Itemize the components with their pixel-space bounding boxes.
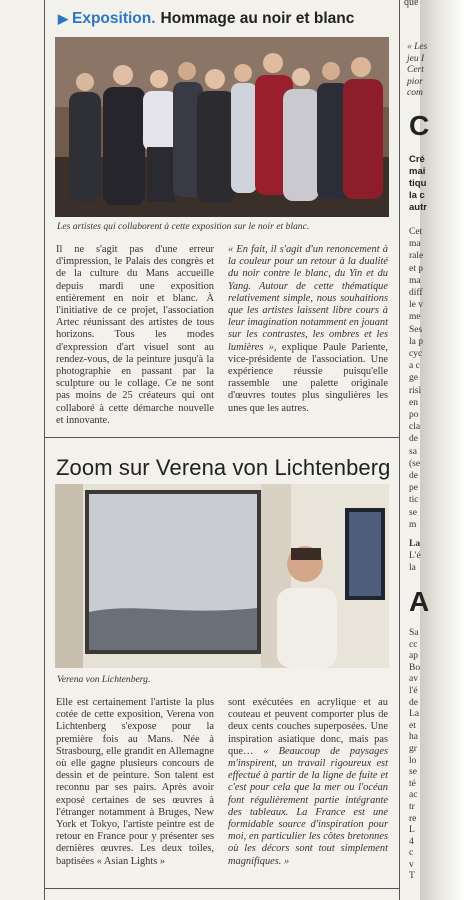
side-quote-fragments: « Les jeu I Cert pior com xyxy=(407,42,428,98)
article1-attribution: explique Paule Pariente, vice-présidente de l'association. Une expérience réussie puisqu'elle rassemble une palette originale d'œuvres toutes plus singulières les unes que les autres. xyxy=(228,341,388,414)
article-separator xyxy=(44,437,400,438)
side-big-letter-1: C xyxy=(409,110,430,141)
artist-photo-caption: Verena von Lichtenberg. xyxy=(57,674,151,685)
column-rule-left xyxy=(44,0,45,900)
article1-column-left: Il ne s'agit pas d'une erreur d'impression, le Palais des congrès et de la culture du Mans accueille depuis mardi une exposition entièrement en noir et blanc. À l'initiative de ce projet, l'association Artec réunissant des artistes de tous horizons. Tous les modes d'expression d'art visuel sont au rendez-vous, de la peinture jusqu'à la photographie en passant par la sculpture ou le collage. Ce ne sont pas moins de 25 créateurs qui ont collaboré à cette démarche nouvelle et innovante. xyxy=(56,244,214,426)
article2-column-left: Elle est certainement l'artiste la plus cotée de cette exposition, Verena von Lichtenberg s'expose pour la première fois au Mans. Née à Strasbourg, elle grandit en Allemagne où elle gagne plusieurs concours de dessin et de peinture. Son talent est reconnu par ses pairs. Après avoir exposé certaines de ses œuvres à l'étranger notamment à Bruges, New York et Tokyo, l'artiste peintre est de retour en France pour y présenter ses dernières œuvres. Les deux toiles, baptisées « Asian Lights » xyxy=(56,697,214,867)
page-bottom-rule xyxy=(44,888,400,889)
article1-kicker xyxy=(58,10,354,28)
side-top-fragment: que xyxy=(404,0,419,8)
triangle-bullet-icon: ▶ xyxy=(58,11,68,26)
article1-quote: « En fait, il s'agit d'un renoncement à la couleur pour un retour à la dualité du noir contre le blanc, du Yin et du Yang. Autour de cette thématique relativement simple, nous souhaitions que les artistes laissent libre cours à leur imagination notamment en jouant sur les contrastes, les ombres et les lumières », xyxy=(228,244,388,353)
article2-title: Zoom sur Verena von Lichtenberg xyxy=(56,455,391,480)
side-bold-lines: Cré mai tiqu la c autr xyxy=(409,154,427,213)
side-lower-fragments: Sa cc ap Bo av l'é de La et ha gr lo se té ac tr re L 4 c v T xyxy=(409,628,421,882)
group-photo xyxy=(55,37,389,217)
article1-column-right xyxy=(228,244,388,415)
column-rule-right xyxy=(399,0,400,900)
rubric-label: Exposition. xyxy=(72,10,156,27)
article2-column-right xyxy=(228,697,388,868)
side-mid-fragments: La L'é la xyxy=(409,539,421,573)
article2-text: sont exécutées en acrylique et au couteau et peuvent comporter plus de deux cents couches superposées. Une inspiration asiatique donc, mais pas que… xyxy=(228,697,388,757)
article1-headline: Hommage au noir et blanc xyxy=(160,10,355,27)
side-big-letter-2: A xyxy=(409,586,430,617)
artist-photo xyxy=(55,484,389,668)
article2-quote: « Beaucoup de paysages m'inspirent, un travail rigoureux est effectué à partir de la ligne de fuite et c'est pour cela que la mer ou l'océan font régulièrement partie intégrante des tableaux. La France est une formidable source d'inspiration pour moi, en particulier les côtes bretonnes où les décors sont tout simplement magnifiques. » xyxy=(228,745,388,867)
side-body-fragments: Cet ma rale et p ma diff le v me Ses la p cyc a c ge risi en po cla de sa (se de pe tic se m xyxy=(409,227,424,530)
photo-caption: Les artistes qui collaborent à cette exposition sur le noir et blanc. xyxy=(57,221,310,232)
